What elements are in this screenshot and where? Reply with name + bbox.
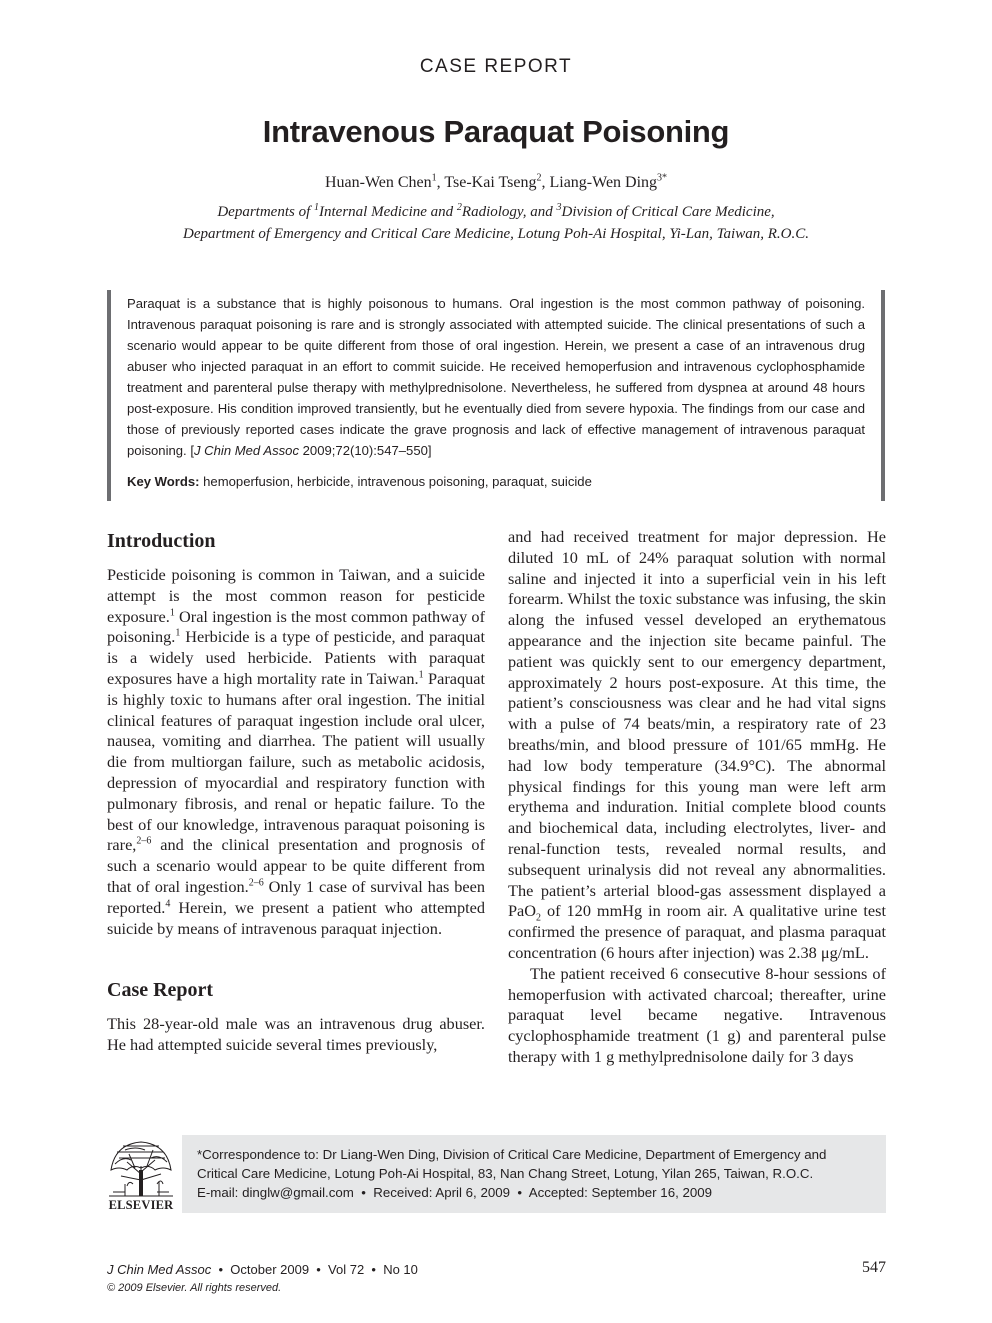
affiliation-text: Internal Medicine and [319,204,457,220]
keywords [127,474,865,489]
correspondence-text [197,1145,877,1202]
text-run: Oral ingestion is the most common pathway of poisoning. [107,606,485,647]
text-run: Only 1 case of survival has been reported. [107,876,485,917]
author-name: Liang-Wen Ding [549,174,658,191]
abstract-text [127,293,865,461]
correspondence-line: Critical Care Medicine, Lotung Poh-Ai Hospital, 83, Nan Chang Street, Lotung, Yilan 265, Taiwan, R.O.C. [197,1166,814,1181]
section-label: CASE REPORT [419,56,573,77]
subscript: 2 [536,912,542,924]
affiliation-line-2: Department of Emergency and Critical Care Medicine, Lotung Poh-Ai Hospital, Yi-Lan, Taiwan, R.O.C. [183,226,809,242]
author-affiliation-mark: 3* [657,172,668,184]
text-run: Pesticide poisoning is common in Taiwan, and a suicide attempt is the most common reason for pesticide exposure. [107,565,485,626]
affiliation-line-1 [0,201,992,223]
publisher-logo-text: ELSEVIER [108,1198,174,1212]
footer-journal-info [107,1262,418,1277]
citation-open: [ [186,443,194,458]
article-title: Intravenous Paraquat Poisoning [262,114,730,149]
affiliation-text: Departments of [217,204,315,220]
author-list [0,174,992,192]
footer-copyright: © 2009 Elsevier. All rights reserved. [107,1282,282,1294]
footer-journal-name: J Chin Med Assoc [107,1262,212,1277]
case-report-continuation [508,527,886,964]
text-run: Herbicide is a type of pesticide, and paraquat is a widely used herbicide. Patients with paraquat exposures have a high mortality rate in Taiwan. [107,627,485,688]
footer-issue-details: • October 2009 • Vol 72 • No 10 [211,1262,418,1277]
keywords-list: hemoperfusion, herbicide, intravenous poisoning, paraquat, suicide [199,474,592,489]
reference-mark: 1 [175,627,181,639]
reference-mark: 2–6 [248,877,264,889]
text-run: and had received treatment for major depression. He diluted 10 mL of 24% paraquat solution with normal saline and injected it into a superficial vein in his left forearm. Whilst the toxic substance was infusing, the skin along the infused vessel developed an erythematous appearance and the injection site became painful. The patient was quickly sent to our emergency department, approximately 2 hours post-exposure. At this time, the patient’s consciousness was clear and he had vital signs with a pulse of 74 beats/min, a respiratory rate of 23 breaths/min, and blood pressure of 101/65 mmHg. He had low body temperature (34.9°C). The abnormal physical findings for this young man were left arm erythema and induration. Initial complete blood counts and biochemical data, including electrolytes, liver- and renal-function tests, revealed normal results, and subsequent urinalysis did not reveal any abnormalities. The patient’s arterial blood-gas assessment displayed a PaO [508,527,886,921]
author-name: Huan-Wen Chen [324,174,432,191]
correspondence-box [182,1135,886,1213]
introduction-paragraph [107,565,485,939]
left-column [107,527,485,1056]
author-separator: , [436,174,445,191]
author-affiliation-mark: 1 [431,172,437,184]
reference-mark: 1 [418,669,424,681]
affiliation-mark: 1 [314,202,320,213]
affiliation-mark: 2 [456,202,462,213]
author-separator: , [541,174,550,191]
reference-mark: 2–6 [136,835,152,847]
keywords-label: Key Words: [127,474,200,489]
text-run: and the clinical presentation and prognosis of such a scenario would appear to be quite different from that of oral ingestion. [107,835,485,896]
case-report-paragraph: This 28-year-old male was an intravenous drug abuser. He had attempted suicide several times previously, [107,1014,485,1055]
affiliation-mark: 3 [556,202,562,213]
text-run: Paraquat is highly toxic to humans after oral ingestion. The initial clinical features of paraquat ingestion include oral ulcer, nausea, vomiting and diarrhea. The patient will usually die from multiorgan failure, such as metabolic acidosis, depression of myocardial and respiratory function with pulmonary fibrosis, and renal or hepatic failure. To the best of our knowledge, intravenous paraquat poisoning is rare, [107,668,485,855]
correspondence-line: *Correspondence to: Dr Liang-Wen Ding, Division of Critical Care Medicine, Department of Emergency and [197,1147,827,1162]
affiliation-text: Radiology, and [461,204,557,220]
author-affiliation-mark: 2 [536,172,542,184]
correspondence-line: E-mail: dinglw@gmail.com • Received: April 6, 2009 • Accepted: September 16, 2009 [197,1185,713,1200]
affiliations [0,201,992,245]
citation-details: 2009;72(10):547–550] [299,443,432,458]
author-name: Tse-Kai Tseng [444,174,537,191]
abstract-box [107,290,885,501]
affiliation-text: Division of Critical Care Medicine, [561,204,775,220]
right-column [508,527,886,1068]
reference-mark: 1 [169,607,175,619]
page-number: 547 [862,1259,886,1276]
text-run: of 120 mmHg in room air. A qualitative urine test confirmed the presence of paraquat, and plasma paraquat concentration (6 hours after injection) was 2.38 μg/mL. [508,901,886,962]
citation-journal: J Chin Med Assoc [193,443,300,458]
case-report-paragraph-2: The patient received 6 consecutive 8-hour sessions of hemoperfusion with activated charcoal; thereafter, urine paraquat level became negative. Intravenous cyclophosphamide treatment (1 g) and parenteral pulse therapy with 1 g methylprednisolone daily for 3 days [508,963,886,1066]
text-run: Herein, we present a patient who attempted suicide by means of intravenous paraquat injection. [107,897,485,938]
reference-mark: 4 [165,898,171,910]
section-heading-introduction: Introduction [107,530,216,552]
section-heading-case-report: Case Report [107,979,214,1002]
abstract-body: Paraquat is a substance that is highly poisonous to humans. Oral ingestion is the most common pathway of poisoning. Intravenous paraquat poisoning is rare and is strongly associated with attempted suicide. The clinical presentations of such a scenario would appear to be quite different from those of oral ingestion. Herein, we present a case of an intravenous drug abuser who injected paraquat in an effort to commit suicide. He received hemoperfusion and intravenous cyclophosphamide treatment and parenteral pulse therapy with methylprednisolone. Nevertheless, he suffered from dyspnea at around 48 hours post-exposure. His condition improved transiently, but he eventually died from severe hypoxia. The findings from our case and those of previously reported cases indicate the grave prognosis and lack of effective management of intravenous paraquat poisoning. [127,296,865,458]
